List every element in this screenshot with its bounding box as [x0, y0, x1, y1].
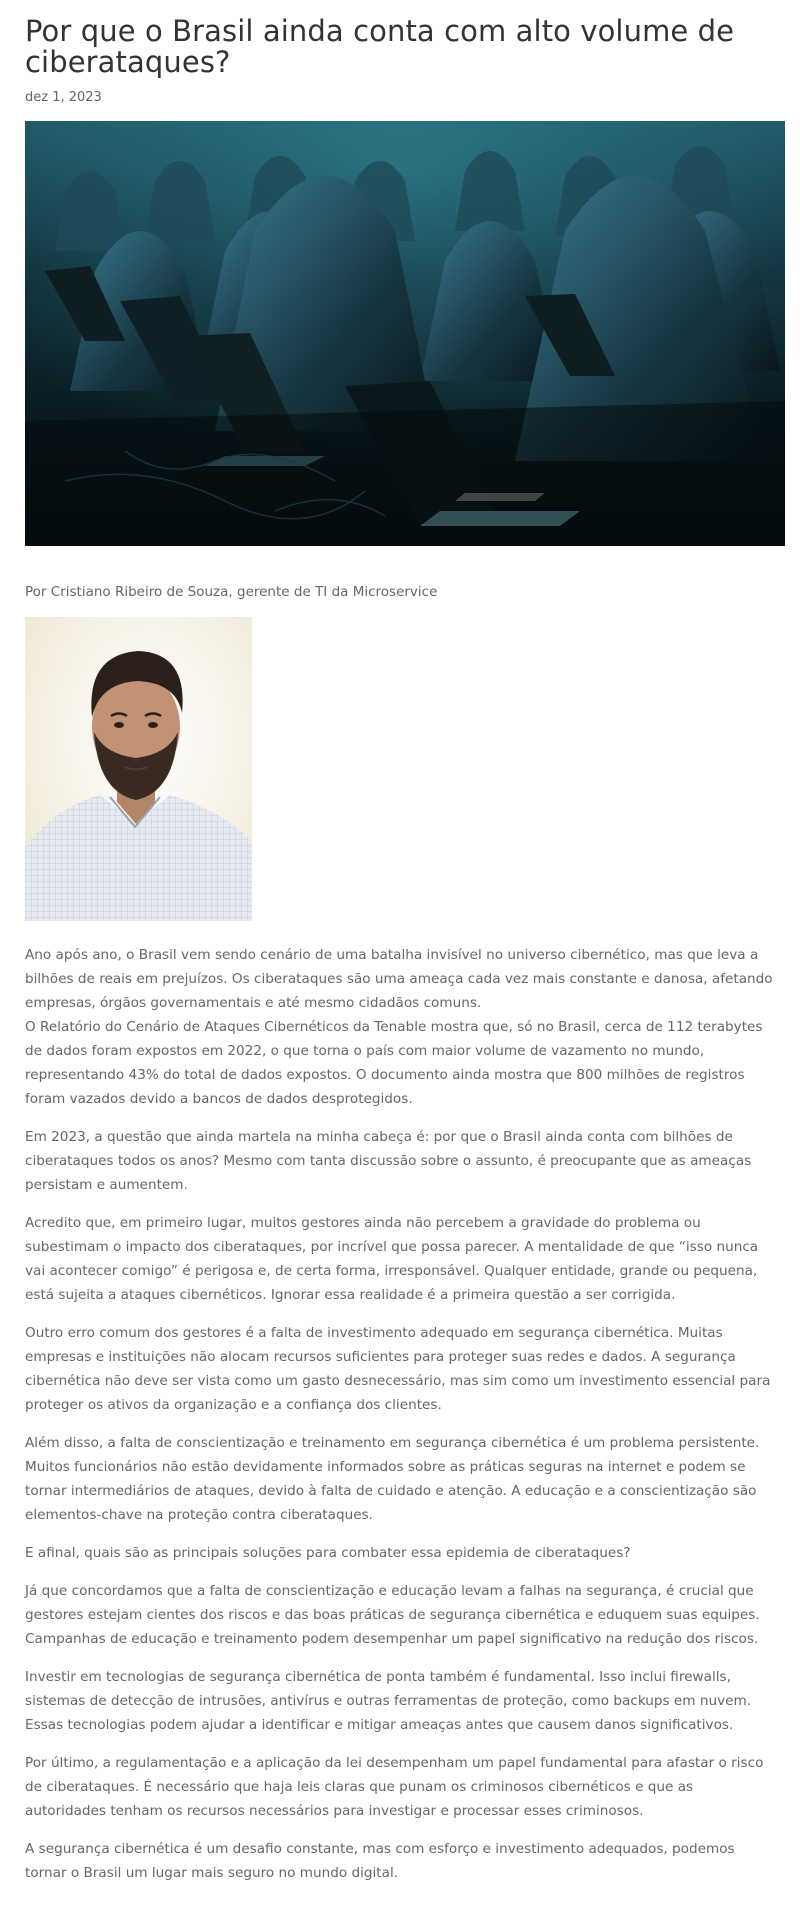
paragraph: O Relatório do Cenário de Ataques Cibernéticos da Tenable mostra que, só no Brasil, cerca de 112 terabytes de dados foram expostos em 2022, o que torna o país com maior volume de vazamento no mundo, representando 43% do total de dados expostos. O documento ainda mostra que 800 milhões de registros foram vazados devido a bancos de dados desprotegidos. — [25, 1019, 763, 1107]
paragraph: Por último, a regulamentação e a aplicação da lei desempenham um papel fundamental para afastar o risco de ciberataques. É necessário que haja leis claras que punam os criminosos cibernéticos e que as autoridades tenham os recursos necessários para investigar e processar esses criminosos. — [25, 1755, 764, 1819]
paragraph: Já que concordamos que a falta de conscientização e educação levam a falhas na segurança, é crucial que gestores estejam cientes dos riscos e das boas práticas de segurança cibernética e eduquem suas equipes. Campanhas de educação e treinamento podem desempenhar um papel significativo na redução dos riscos. — [25, 1583, 760, 1647]
article-byline: Por Cristiano Ribeiro de Souza, gerente de TI da Microservice — [25, 584, 438, 600]
paragraph: A segurança cibernética é um desafio constante, mas com esforço e investimento adequados, podemos tornar o Brasil um lugar mais seguro no mundo digital. — [25, 1841, 735, 1881]
hero-image — [25, 121, 785, 546]
article-date: dez 1, 2023 — [25, 90, 102, 105]
paragraph: Investir em tecnologias de segurança cibernética de ponta também é fundamental. Isso inclui firewalls, sistemas de detecção de intrusões, antivírus e outras ferramentas de proteção, como backups em nuvem. Essas tecnologias podem ajudar a identificar e mitigar ameaças antes que causem danos significativos. — [25, 1669, 752, 1733]
paragraph: Outro erro comum dos gestores é a falta de investimento adequado em segurança cibernética. Muitas empresas e instituições não alocam recursos suficientes para proteger suas redes e dados. A segurança cibernética não deve ser vista como um gasto desnecessário, mas sim como um investimento essencial para proteger os ativos da organização e a confiança dos clientes. — [25, 1325, 771, 1413]
article-title: Por que o Brasil ainda conta com alto volume de ciberataques? — [25, 14, 735, 79]
paragraph: Em 2023, a questão que ainda martela na minha cabeça é: por que o Brasil ainda conta com bilhões de ciberataques todos os anos? Mesmo com tanta discussão sobre o assunto, é preocupante que as ameaças persistam e aumentem. — [25, 1129, 752, 1193]
author-portrait — [25, 617, 252, 921]
paragraph: E afinal, quais são as principais soluções para combater essa epidemia de ciberataques? — [25, 1545, 631, 1561]
paragraph: Além disso, a falta de conscientização e treinamento em segurança cibernética é um problema persistente. Muitos funcionários não estão devidamente informados sobre as práticas seguras na internet e podem se tornar intermediários de ataques, devido à falta de cuidado e atenção. A educação e a conscientização são elementos-chave na proteção contra ciberataques. — [25, 1435, 760, 1523]
paragraph: Acredito que, em primeiro lugar, muitos gestores ainda não percebem a gravidade do problema ou subestimam o impacto dos ciberataques, por incrível que possa parecer. A mentalidade de que “isso nunca vai acontecer comigo” é perigosa e, de certa forma, irresponsável. Qualquer entidade, grande ou pequena, está sujeita a ataques cibernéticos. Ignorar essa realidade é a primeira questão a ser corrigida. — [25, 1215, 759, 1303]
paragraph: Ano após ano, o Brasil vem sendo cenário de uma batalha invisível no universo cibernético, mas que leva a bilhões de reais em prejuízos. Os ciberataques são uma ameaça cada vez mais constante e danosa, afetando empresas, órgãos governamentais e até mesmo cidadãos comuns. — [25, 947, 773, 1011]
article-body — [25, 943, 775, 1885]
